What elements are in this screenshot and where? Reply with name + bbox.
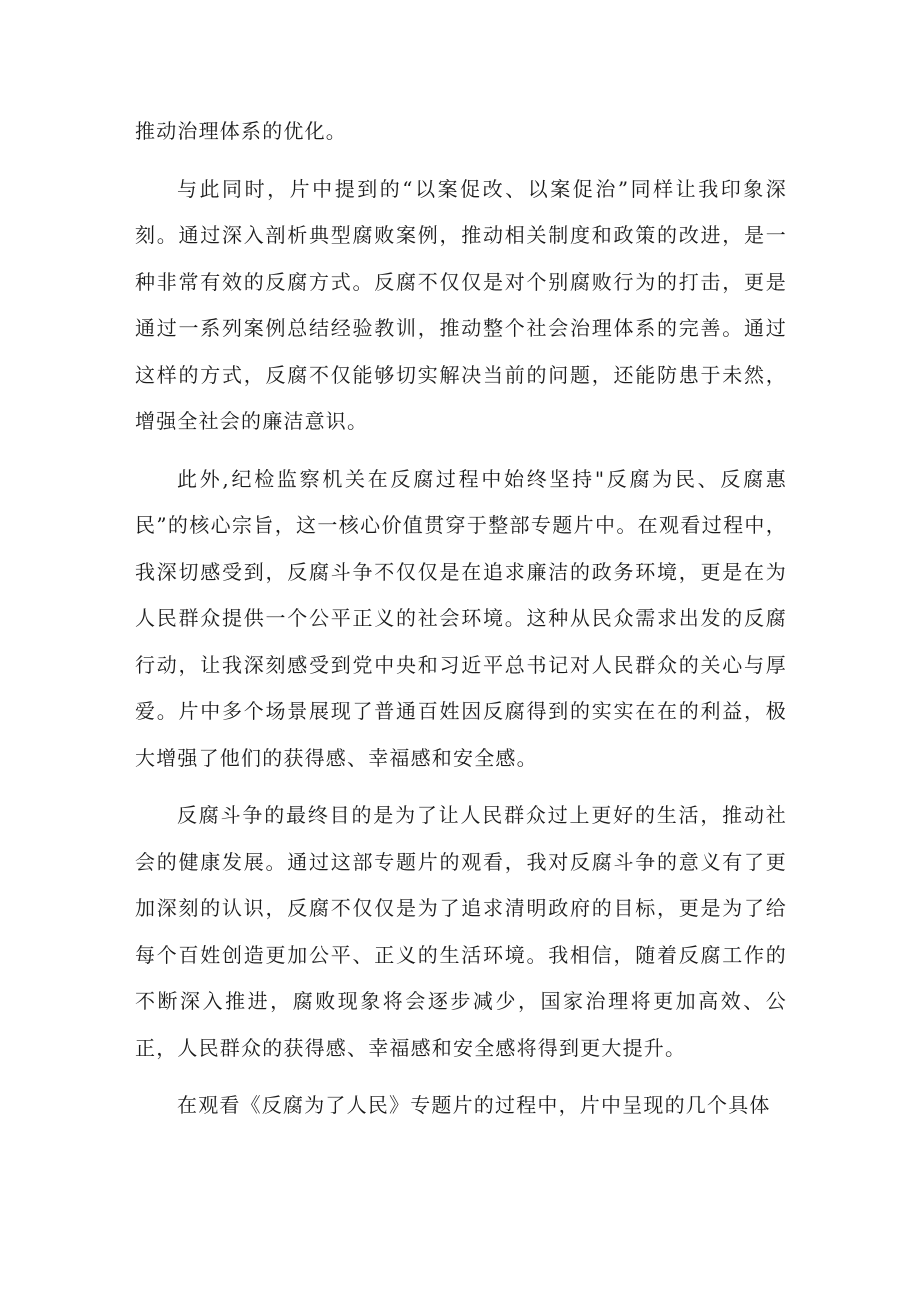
paragraph-1: 推动治理体系的优化。 [135, 119, 347, 143]
paragraph-3: 此外,纪检监察机关在反腐过程中始终坚持"反腐为民、反腐惠民”的核心宗旨，这一核心价值贯穿于整部专题片中。在观看过程中，我深切感受到，反腐斗争不仅仅是在追求廉洁的政务环境，更是在为人民群众提供一个公平正义的社会环境。这种从民众需求出发的反腐行动，让我深刻感受到党中央和习近平总书记对人民群众的关心与厚爱。片中多个场景展现了普通百姓因反腐得到的实实在在的利益，极大增强了他们的获得感、幸福感和安全感。 [135, 466, 787, 770]
paragraph-2: 与此同时，片中提到的“以案促改、以案促治”同样让我印象深刻。通过深入剖析典型腐败案例，推动相关制度和政策的改进，是一种非常有效的反腐方式。反腐不仅仅是对个别腐败行为的打击，更是通过一系列案例总结经验教训，推动整个社会治理体系的完善。通过这样的方式，反腐不仅能够切实解决当前的问题，还能防患于未然，增强全社会的廉洁意识。 [135, 176, 787, 433]
paragraph-5: 在观看《反腐为了人民》专题片的过程中，片中呈现的几个具体 [177, 1093, 771, 1117]
paragraph-4: 反腐斗争的最终目的是为了让人民群众过上更好的生活，推动社会的健康发展。通过这部专题片的观看，我对反腐斗争的意义有了更加深刻的认识，反腐不仅仅是为了追求清明政府的目标，更是为了给每个百姓创造更加公平、正义的生活环境。我相信，随着反腐工作的不断深入推进，腐败现象将会逐步减少，国家治理将更加高效、公正，人民群众的获得感、幸福感和安全感将得到更大提升。 [135, 803, 787, 1060]
document-body [135, 108, 787, 1140]
